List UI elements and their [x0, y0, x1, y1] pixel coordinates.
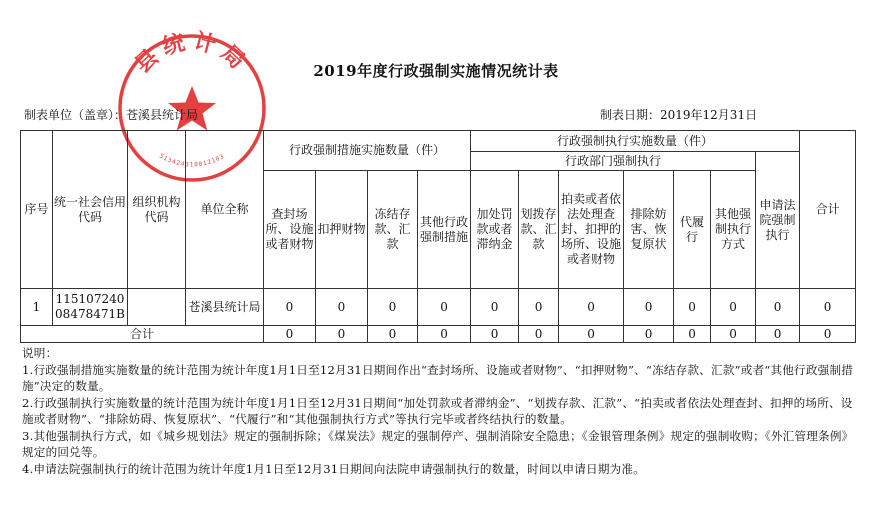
header-e6: 其他强制执行方式 [711, 171, 756, 289]
total-value: 0 [418, 326, 471, 343]
total-value: 0 [624, 326, 674, 343]
header-org-code: 组织机构代码 [128, 131, 186, 289]
header-e2: 划拨存款、汇款 [519, 171, 559, 289]
table-row [21, 289, 856, 326]
note-item: 3.其他强制执行方式，如《城乡规划法》规定的强制拆除；《煤炭法》规定的强制停产、强制消除安全隐患；《金银管理条例》规定的强制收购；《外汇管理条例》规定的回兑等。 [22, 428, 854, 459]
header-e1: 加处罚款或者滞纳金 [471, 171, 519, 289]
row-unit-name: 苍溪县统计局 [186, 289, 264, 326]
header-e5: 代履行 [674, 171, 711, 289]
row-value: 0 [674, 289, 711, 326]
seal-code: 513424310012103 [157, 152, 227, 169]
header-dept-group: 行政部门强制执行 [471, 152, 756, 171]
row-credit-code: 11510724008478471B [53, 289, 128, 326]
note-item: 4.申请法院强制执行的统计范围为统计年度1月1日至12月31日期间向法院申请强制执行的数量，时间以申请日期为准。 [22, 461, 646, 476]
total-value: 0 [711, 326, 756, 343]
document-title: 2019年度行政强制实施情况统计表 [313, 62, 559, 80]
header-seq: 序号 [21, 131, 53, 289]
header-measures-group: 行政强制措施实施数量（件） [264, 131, 471, 171]
header-unit-name: 单位全称 [186, 131, 264, 289]
header-m2: 扣押财物 [316, 171, 368, 289]
total-value: 0 [471, 326, 519, 343]
total-value: 0 [368, 326, 418, 343]
total-row [21, 326, 856, 343]
row-value: 0 [471, 289, 519, 326]
total-value: 0 [519, 326, 559, 343]
notes-section [22, 345, 857, 477]
header-m1: 查封场所、设施或者财物 [264, 171, 316, 289]
total-value: 0 [674, 326, 711, 343]
total-value: 0 [316, 326, 368, 343]
total-value: 0 [800, 326, 856, 343]
header-m3: 冻结存款、汇款 [368, 171, 418, 289]
row-value: 0 [756, 289, 800, 326]
row-seq: 1 [21, 289, 53, 326]
stats-table [20, 130, 856, 343]
row-value: 0 [418, 289, 471, 326]
total-value: 0 [756, 326, 800, 343]
date-label: 制表日期：2019年12月31日 [600, 108, 758, 122]
unit-label: 制表单位（盖章）：苍溪县统计局 [24, 108, 199, 122]
header-exec-group: 行政强制执行实施数量（件） [471, 131, 800, 152]
row-value: 0 [711, 289, 756, 326]
header-credit-code: 统一社会信用代码 [53, 131, 128, 289]
total-value: 0 [264, 326, 316, 343]
row-org-code [128, 289, 186, 326]
row-value: 0 [624, 289, 674, 326]
row-value: 0 [519, 289, 559, 326]
header-e3: 拍卖或者依法处理查封、扣押的场所、设施或者财物 [559, 171, 624, 289]
row-value: 0 [800, 289, 856, 326]
header-e4: 排除妨害、恢复原状 [624, 171, 674, 289]
seal-text: 县统计局 [130, 29, 254, 79]
header-m4: 其他行政强制措施 [418, 171, 471, 289]
note-item: 2.行政强制执行实施数量的统计范围为统计年度1月1日至12月31日期间“加处罚款或者滞纳金”、“划拨存款、汇款”、“拍卖或者依法处理查封、扣押的场所、设施或者财物”、“排除妨碍、恢复原状”、“代履行”和“其他强制执行方式”等执行完毕或者终结执行的数量。 [22, 395, 853, 426]
header-court: 申请法院强制执行 [756, 152, 800, 289]
row-value: 0 [264, 289, 316, 326]
row-value: 0 [316, 289, 368, 326]
note-item: 1.行政强制措施实施数量的统计范围为统计年度1月1日至12月31日期间作出“查封场所、设施或者财物”、“扣押财物”、“冻结存款、汇款”或者“其他行政强制措施”决定的数量。 [22, 362, 854, 393]
row-value: 0 [368, 289, 418, 326]
total-value: 0 [559, 326, 624, 343]
total-label: 合计 [21, 326, 264, 343]
row-value: 0 [559, 289, 624, 326]
header-total: 合计 [800, 131, 856, 289]
notes-heading: 说明： [22, 346, 58, 360]
